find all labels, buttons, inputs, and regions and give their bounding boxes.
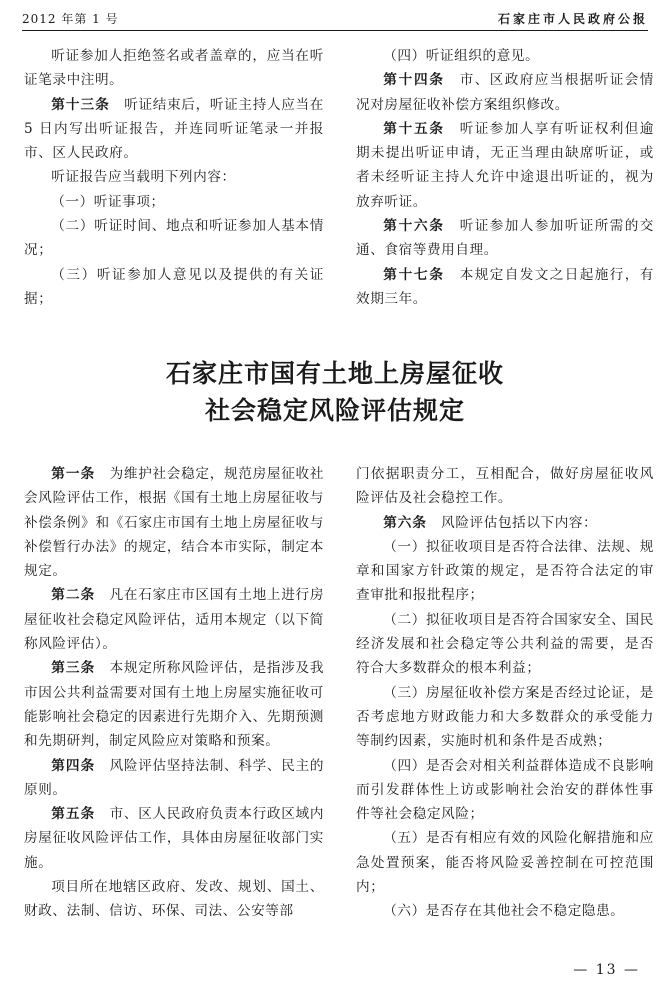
paragraph-text: 听证报告应当载明下列内容： [51,169,236,186]
paragraph [356,214,654,263]
document-title [0,355,670,429]
paragraph [24,583,324,656]
paragraph [356,44,654,68]
page-number: — 13 — [573,962,640,978]
bottom-right-column [356,462,654,924]
paragraph [24,93,324,166]
paragraph-text: 听证参加人拒绝签名或者盖章的，应当在听证笔录中注明。 [24,48,324,89]
paragraph [24,165,324,189]
paragraph-text: （六）是否存在其他社会不稳定隐患。 [383,903,625,920]
title-line-2: 社会稳定风险评估规定 [204,396,465,425]
page-header [22,8,648,31]
paragraph [24,656,324,753]
paragraph-text: （二）听证时间、地点和听证参加人基本情况； [24,218,324,259]
top-right-column [356,44,654,311]
paragraph [24,44,324,93]
bottom-left-column [24,462,324,924]
paragraph [356,117,654,214]
paragraph-text: （一）听证事项； [51,193,165,210]
paragraph-text: 本规定所称风险评估，是指涉及我市因公共利益需要对国有土地上房屋实施征收可能影响社会稳定的因素进行先期介入、先期预测和先期研判，制定风险应对策略和预案。 [24,660,325,750]
paragraph [24,190,324,214]
paragraph-text: 门依据职责分工，互相配合，做好房屋征收风险评估及社会稳控工作。 [356,466,654,507]
paragraph-text: （四）是否会对相关利益群体造成不良影响而引发群体性上访或影响社会治安的群体性事件等社会稳定风险； [356,757,654,823]
paragraph [356,68,654,117]
article-number: 第十四条 [383,72,445,89]
paragraph-text: 听证参加人参加听证所需的交通、食宿等费用自理。 [356,218,654,259]
article-number: 第三条 [51,660,96,677]
article-number: 第十六条 [383,218,445,235]
paragraph-text: （四）听证组织的意见。 [383,48,540,64]
paragraph-text: （三）听证参加人意见以及提供的有关证据； [24,266,324,307]
article-number: 第十五条 [383,120,445,137]
paragraph [356,754,654,827]
paragraph-text: 风险评估坚持法制、科学、民主的原则。 [24,757,325,798]
paragraph-text: 本规定自发文之日起施行，有效期三年。 [356,266,654,307]
title-line-1: 石家庄市国有土地上房屋征收 [165,359,504,388]
paragraph [356,608,654,681]
paragraph-text: （一）拟征收项目是否符合法律、法规、规章和国家方针政策的规定，是否符合法定的审查审批和报批程序； [356,538,654,604]
paragraph [24,802,324,875]
paragraph-text: 听证参加人享有听证权利但逾期未提出听证申请，无正当理由缺席听证，或者未经听证主持人允许中途退出听证的，视为放弃听证。 [356,120,654,210]
paragraph-text: 项目所在地辖区政府、发改、规划、国土、财政、法制、信访、环保、司法、公安等部 [24,879,324,920]
article-number: 第一条 [51,466,96,482]
paragraph [356,511,654,535]
article-number: 第四条 [51,757,96,774]
paragraph-text: 听证结束后，听证主持人应当在 5 日内写出听证报告，并连同听证笔录一并报市、区人民政府。 [24,96,324,162]
paragraph [24,754,324,803]
paragraph [24,462,324,583]
paragraph [356,462,654,511]
paragraph [24,263,324,312]
paragraph [24,875,324,924]
paragraph-text: （二）拟征收项目是否符合国家安全、国民经济发展和社会稳定等公共利益的需要，是否符合大多数群众的根本利益； [356,611,654,677]
paragraph [356,263,654,312]
paragraph [356,826,654,899]
paragraph-text: 风险评估包括以下内容： [441,514,598,531]
paragraph [356,681,654,754]
paragraph-text: 市、区人民政府负责本行政区域内房屋征收风险评估工作，具体由房屋征收部门实施。 [24,806,325,871]
paragraph [356,899,654,923]
paragraph-text: （三）房屋征收补偿方案是否经过论证，是否考虑地方财政能力和大多数群众的承受能力等制约因素，实施时机和条件是否成熟； [356,684,654,750]
paragraph-text: 凡在石家庄市区国有土地上进行房屋征收社会稳定风险评估，适用本规定（以下简称风险评估）。 [24,587,325,653]
article-number: 第十三条 [51,96,110,113]
top-left-column [24,44,324,311]
paragraph-text: （五）是否有相应有效的风险化解措施和应急处置预案，能否将风险妥善控制在可控范围内； [356,830,654,896]
article-number: 第五条 [51,806,96,823]
publication-title: 石家庄市人民政府公报 [497,12,648,26]
paragraph-text: 为维护社会稳定，规范房屋征收社会风险评估工作，根据《国有土地上房屋征收与补偿条例》和《石家庄市国有土地上房屋征收与补偿暂行办法》的规定，结合本市实际，制定本规定。 [24,466,325,580]
paragraph [24,214,324,263]
paragraph [356,535,654,608]
paragraph-text: 市、区政府应当根据听证会情况对房屋征收补偿方案组织修改。 [356,72,654,113]
issue-label: 2012 年第 1 号 [22,12,119,26]
article-number: 第十七条 [383,266,445,283]
article-number: 第二条 [51,587,96,604]
article-number: 第六条 [383,514,427,531]
